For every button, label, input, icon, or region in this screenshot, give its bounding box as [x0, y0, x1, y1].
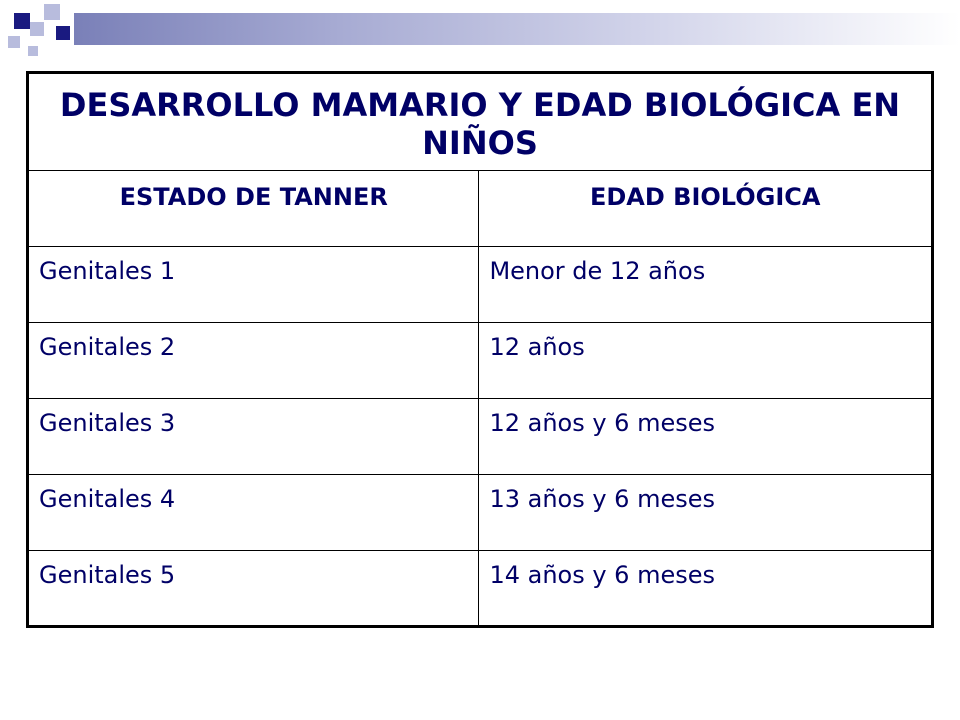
table-row [28, 475, 933, 551]
cell-edad: 12 años [479, 323, 933, 399]
table-row [28, 323, 933, 399]
cell-estado: Genitales 4 [28, 475, 479, 551]
cell-estado: Genitales 3 [28, 399, 479, 475]
header-decoration [0, 0, 960, 60]
deco-square-light [44, 4, 60, 20]
deco-square-light [30, 22, 44, 36]
cell-edad: 13 años y 6 meses [479, 475, 933, 551]
table-row [28, 551, 933, 627]
deco-square-light [8, 36, 20, 48]
cell-edad: 14 años y 6 meses [479, 551, 933, 627]
table-title: DESARROLLO MAMARIO Y EDAD BIOLÓGICA EN NIÑOS [28, 73, 933, 171]
deco-square-light [28, 46, 38, 56]
header-estado-tanner: ESTADO DE TANNER [28, 171, 479, 247]
cell-estado: Genitales 2 [28, 323, 479, 399]
deco-gradient-bar [74, 13, 960, 45]
cell-estado: Genitales 5 [28, 551, 479, 627]
header-edad-biologica: EDAD BIOLÓGICA [479, 171, 933, 247]
table-header-row [28, 171, 933, 247]
cell-edad: Menor de 12 años [479, 247, 933, 323]
table-row [28, 247, 933, 323]
cell-edad: 12 años y 6 meses [479, 399, 933, 475]
deco-square-dark [56, 26, 70, 40]
table-title-row [28, 73, 933, 171]
cell-estado: Genitales 1 [28, 247, 479, 323]
tanner-table [26, 71, 934, 628]
deco-square-dark [14, 13, 30, 29]
table-row [28, 399, 933, 475]
